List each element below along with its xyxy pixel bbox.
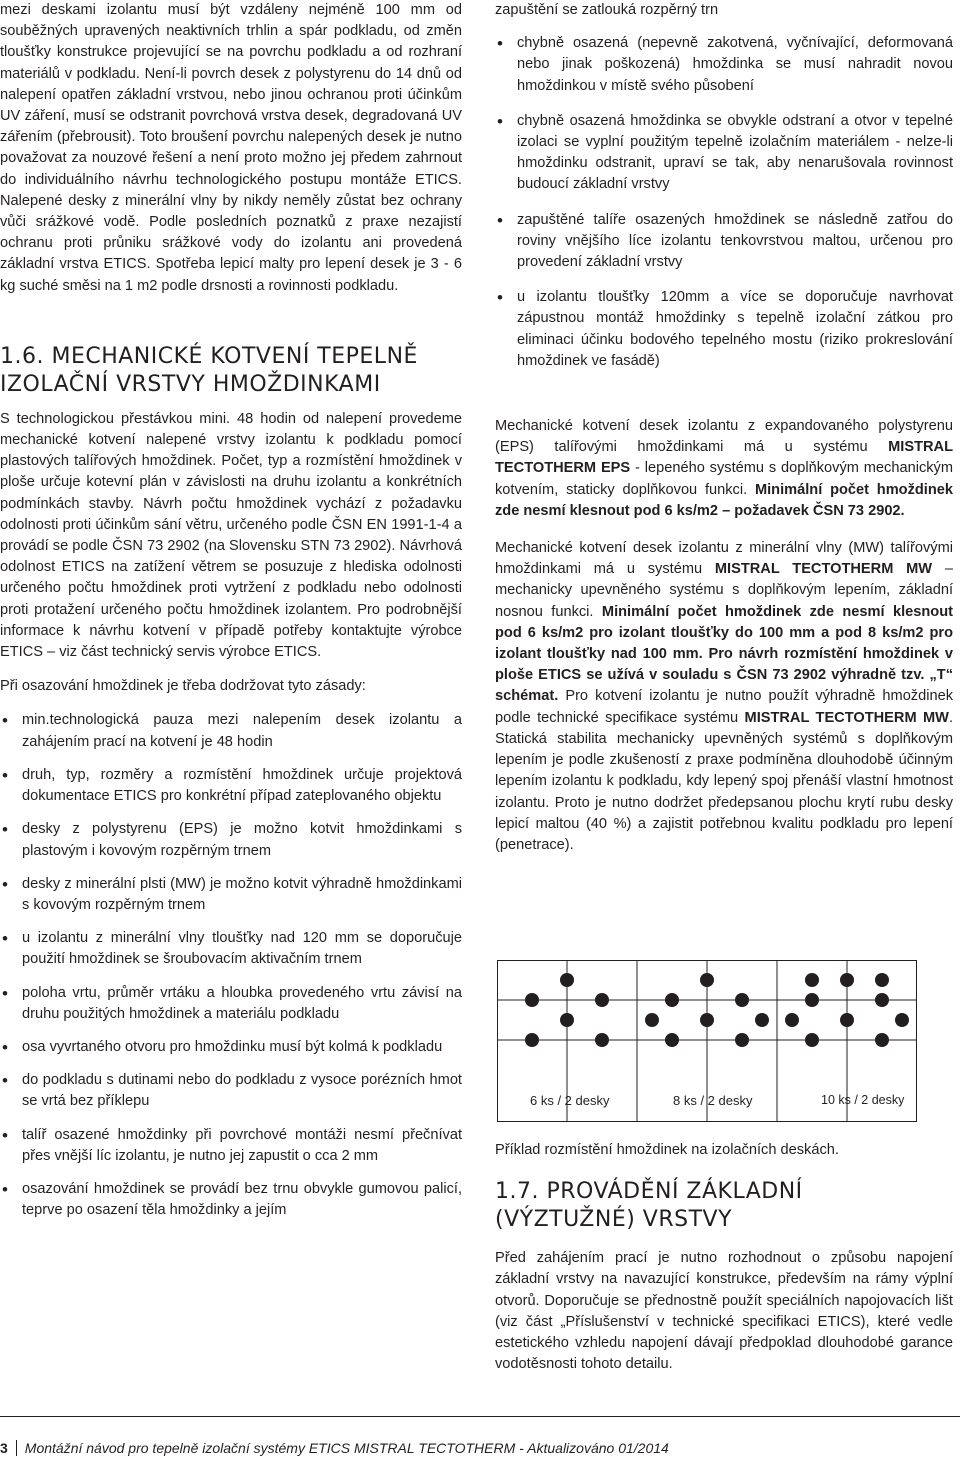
- dowel-dot: [805, 973, 819, 987]
- dowel-dot: [755, 1013, 769, 1027]
- eps-text-1: Mechanické kotvení desek izolantu z expandovaného polystyrenu (EPS) talířovými hmoždinkami má u systému: [495, 418, 953, 456]
- dowel-dot: [875, 973, 889, 987]
- caption-and-section-1-7: [495, 1140, 953, 1375]
- list-item: • desky z polystyrenu (EPS) je možno kotvit hmoždinkami s plastovým i kovovým rozpěrným trnem: [0, 819, 462, 861]
- list-item: • chybně osazená (nepevně zakotvená, vyčnívající, deformovaná nebo jinak poškozená) hmoždinka se musí nahradit novou hmoždinkou v místě svého působení: [495, 33, 953, 97]
- diagram-label-6: 6 ks / 2 desky: [530, 1093, 610, 1108]
- dowel-dot: [665, 1033, 679, 1047]
- section-1-6-heading: [0, 343, 462, 399]
- list-item: • min.technologická pauza mezi nalepením desek izolantu a zahájením prací na kotvení je 48 hodin: [0, 710, 462, 752]
- diagram-label-10: 10 ks / 2 desky: [821, 1093, 905, 1107]
- dowel-dot: [805, 993, 819, 1007]
- eps-text-2: - lepeného systému s doplňkovým mechanickým kotvením, staticky doplňkovou funkci.: [495, 460, 953, 498]
- footer-separator: [16, 1440, 17, 1456]
- dowel-dot: [560, 1013, 574, 1027]
- eps-anchoring-paragraph: [495, 416, 953, 522]
- section-1-7-heading-line1: 1.7. PROVÁDĚNÍ ZÁKLADNÍ: [495, 1179, 803, 1205]
- dowel-dot: [805, 1033, 819, 1047]
- dowel-dot: [700, 1013, 714, 1027]
- dowel-dot: [665, 993, 679, 1007]
- section-1-7-heading-line2: (VÝZTUŽNÉ) VRSTVY: [495, 1207, 733, 1233]
- list-item: • zapuštěné talíře osazených hmoždinek se následně zatřou do roviny vnějšího líce izolantu tenkovrstvou maltou, určenou pro provedení základní vrstvy: [495, 210, 953, 274]
- list-item: • do podkladu s dutinami nebo do podkladu z vysoce porézních hmot se vrtá bez příklepu: [0, 1070, 462, 1112]
- dowel-layout-diagram: [497, 960, 917, 1122]
- mw-text-1: Mechanické kotvení desek izolantu z minerální vlny (MW) talířovými hmoždinkami má u systému: [495, 540, 953, 578]
- footer: [0, 1439, 669, 1457]
- dowel-dot: [875, 993, 889, 1007]
- right-column: [495, 0, 953, 856]
- dowel-dot: [595, 993, 609, 1007]
- page-number: 3: [0, 1440, 8, 1456]
- dowel-dot: [895, 1013, 909, 1027]
- list-item: • poloha vrtu, průměr vrtáku a hloubka provedeného vrtu závisí na druhu použitých hmoždinek a materiálu podkladu: [0, 983, 462, 1025]
- dowel-dot: [735, 1033, 749, 1047]
- mw-minimum-requirement: Minimální počet hmoždinek zde nesmí klesnout pod 6 ks/m2 pro izolant tloušťky do 100 mm a pod 8 ks/m2 pro izolant tloušťky nad 100 mm. Pro návrh rozmístění hmoždinek v ploše ETICS se užívá v souladu s ČSN 73 2902 výhradně tzv. „T“ schémat.: [495, 603, 953, 705]
- dowel-dot: [700, 973, 714, 987]
- section-1-6-heading-line1: 1.6. MECHANICKÉ KOTVENÍ TEPELNĚ: [0, 343, 418, 369]
- diagram-label-8: 8 ks / 2 desky: [673, 1093, 753, 1108]
- dowel-rules-list: [495, 33, 953, 372]
- list-item: • osazování hmoždinek se provádí bez trnu obvykle gumovou palicí, teprve po osazení těla hmoždinky a jejím: [0, 1179, 462, 1221]
- dowel-dot: [840, 973, 854, 987]
- dowel-dot: [875, 1033, 889, 1047]
- footer-title: Montážní návod pro tepelně izolační systémy ETICS MISTRAL TECTOTHERM - Aktualizováno 01/2014: [24, 1440, 669, 1456]
- list-item: • druh, typ, rozměry a rozmístění hmoždinek určuje projektová dokumentace ETICS pro konkrétní případ zateplovaného objektu: [0, 765, 462, 807]
- principles-list: [0, 710, 462, 1221]
- continuation-text: zapuštění se zatlouká rozpěrný trn: [495, 2, 719, 18]
- dowel-dot: [840, 1013, 854, 1027]
- footer-rule: [0, 1416, 960, 1417]
- mw-text-3: Pro kotvení izolantu je nutno použít výhradně hmoždinek podle technické specifikace systému: [495, 688, 953, 726]
- mw-anchoring-paragraph: [495, 538, 953, 856]
- mw-system-name: MISTRAL TECTOTHERM MW: [714, 561, 933, 578]
- intro-paragraph: mezi deskami izolantu musí být vzdáleny nejméně 100 mm od souběžných upravených neaktivních trhlin a spár podkladu, od změn tloušťky konstrukce projevující se na povrchu podkladu a od rozhraní materiálů v podkladu. Není-li povrch desek z polystyrenu do 14 dnů od nalepení opatřen základní vrstvou, nebo jinou ochranou proti účinkům UV záření, musí se odstranit povrchová vrstva desek, degradovaná UV zářením (přebrousit). Toto broušení povrchu nalepených desek je nutno považovat za nouzové řešení a není proto možno jej předem zahrnout do individuálního návrhu technologického postupu montáže ETICS. Nalepené desky z minerální vlny by nikdy neměly zůstat bez ochrany vůči srážkové vodě. Podle posledních poznatků z praxe nezajistí ochranu proti průniku srážkové vody do izolantu ani provedená základní vrstva ETICS. Spotřeba lepicí malty pro lepení desek je 3 - 6 kg suché směsi na 1 m2 podle drsnosti a rovinnosti podkladu.: [0, 2, 462, 294]
- list-item: • chybně osazená hmoždinka se obvykle odstraní a otvor v tepelné izolaci se vyplní použitým tepelně izolačním materiálem - nelze-li hmoždinku odstranit, upraví se tak, aby nenarušovala rovinnost budoucí základní vrstvy: [495, 111, 953, 196]
- dowel-dot: [595, 1033, 609, 1047]
- mw-text-4: . Statická stabilita mechanicky upevněných systémů s doplňkovým lepením je podle zkušeností z praxe podmíněna dlouhodobě účinným lepením izolantu k podkladu, kdy lepený spoj přenáší vlastní hmotnost izolantu. Proto je nutno dodržet předepsanou plochu krytí rubu desky lepicí maltou (40 %) a zajistit potřebnou kvalitu podkladu pro lepení (penetrace).: [495, 709, 954, 853]
- left-column: [0, 0, 462, 1233]
- section-1-7-paragraph: Před zahájením prací je nutno rozhodnout o způsobu napojení základní vrstvy na navazující konstrukce, především na rámy výplní otvorů. Doporučuje se přednostně použít speciálních napojovacích lišt (viz část „Příslušenství v technické specifikaci ETICS), které vedle estetického vzhledu napojení dávají předpoklad dlouhodobé garance vodotěsnosti tohoto detailu.: [495, 1250, 953, 1373]
- diagram-caption: Příklad rozmístění hmoždinek na izolačních deskách.: [495, 1142, 839, 1158]
- section-1-7-heading: [495, 1178, 953, 1234]
- dowel-dot: [525, 1033, 539, 1047]
- list-item: • talíř osazené hmoždinky při povrchové montáži nesmí přečnívat přes vnější líc izolantu, je nutno jej zapustit o cca 2 mm: [0, 1125, 462, 1167]
- eps-system-name: MISTRAL TECTOTHERM EPS: [495, 439, 953, 477]
- list-item: • u izolantu z minerální vlny tloušťky nad 120 mm se doporučuje použití hmoždinek se šroubovacím aktivačním trnem: [0, 928, 462, 970]
- section-1-6-heading-line2: IZOLAČNÍ VRSTVY HMOŽDINKAMI: [0, 371, 381, 397]
- eps-minimum-requirement: Minimální počet hmoždinek zde nesmí klesnout pod 6 ks/m2 – požadavek ČSN 73 2902.: [495, 481, 954, 519]
- dowel-dot: [785, 1013, 799, 1027]
- dowel-dot: [525, 993, 539, 1007]
- dowel-dot: [735, 993, 749, 1007]
- list-item: • u izolantu tloušťky 120mm a více se doporučuje navrhovat zápustnou montáž hmoždinky s tepelně izolační zátkou pro eliminaci účinku bodového tepelného mostu (riziko prokreslování hmoždinek ve fasádě): [495, 287, 953, 372]
- principles-intro: Při osazování hmoždinek je třeba dodržovat tyto zásady:: [0, 678, 366, 695]
- mw-text-2: – mechanicky upevněného systému s doplňkovým lepením, základní nosnou funkci.: [495, 561, 954, 620]
- list-item: • osa vyvrtaného otvoru pro hmoždinku musí být kolmá k podkladu: [0, 1037, 462, 1058]
- dowel-dot: [645, 1013, 659, 1027]
- dowel-dot: [560, 973, 574, 987]
- section-1-6-paragraph: S technologickou přestávkou mini. 48 hodin od nalepení provedeme mechanické kotvení nalepené vrstvy izolantu k podkladu pomocí plastových talířových hmoždinek. Počet, typ a rozmístění hmoždinek v ploše určuje kotevní plán v závislosti na druhu izolantu a konkrétních podmínkách stavby. Návrh počtu hmoždinek vychází z požadavku odolnosti proti účinkům sání větru, určeného podle ČSN EN 1991-1-4 a provádí se podle ČSN 73 2902 (na Slovensku STN 73 2902). Návrhová odolnost ETICS na zatížení větrem se posuzuje z hlediska odolnosti určeného počtu hmoždinek proti vytržení z podkladu nebo odolnosti proti protažení určeného počtu hmoždinek izolantem. Pro podrobnější informace k návrhu kotvení v případě potřeby kontaktujte výrobce ETICS – viz část technický servis výrobce ETICS.: [0, 410, 462, 661]
- mw-system-name-2: MISTRAL TECTOTHERM MW: [744, 709, 949, 726]
- list-item: • desky z minerální plsti (MW) je možno kotvit výhradně hmoždinkami s kovovým rozpěrným trnem: [0, 874, 462, 916]
